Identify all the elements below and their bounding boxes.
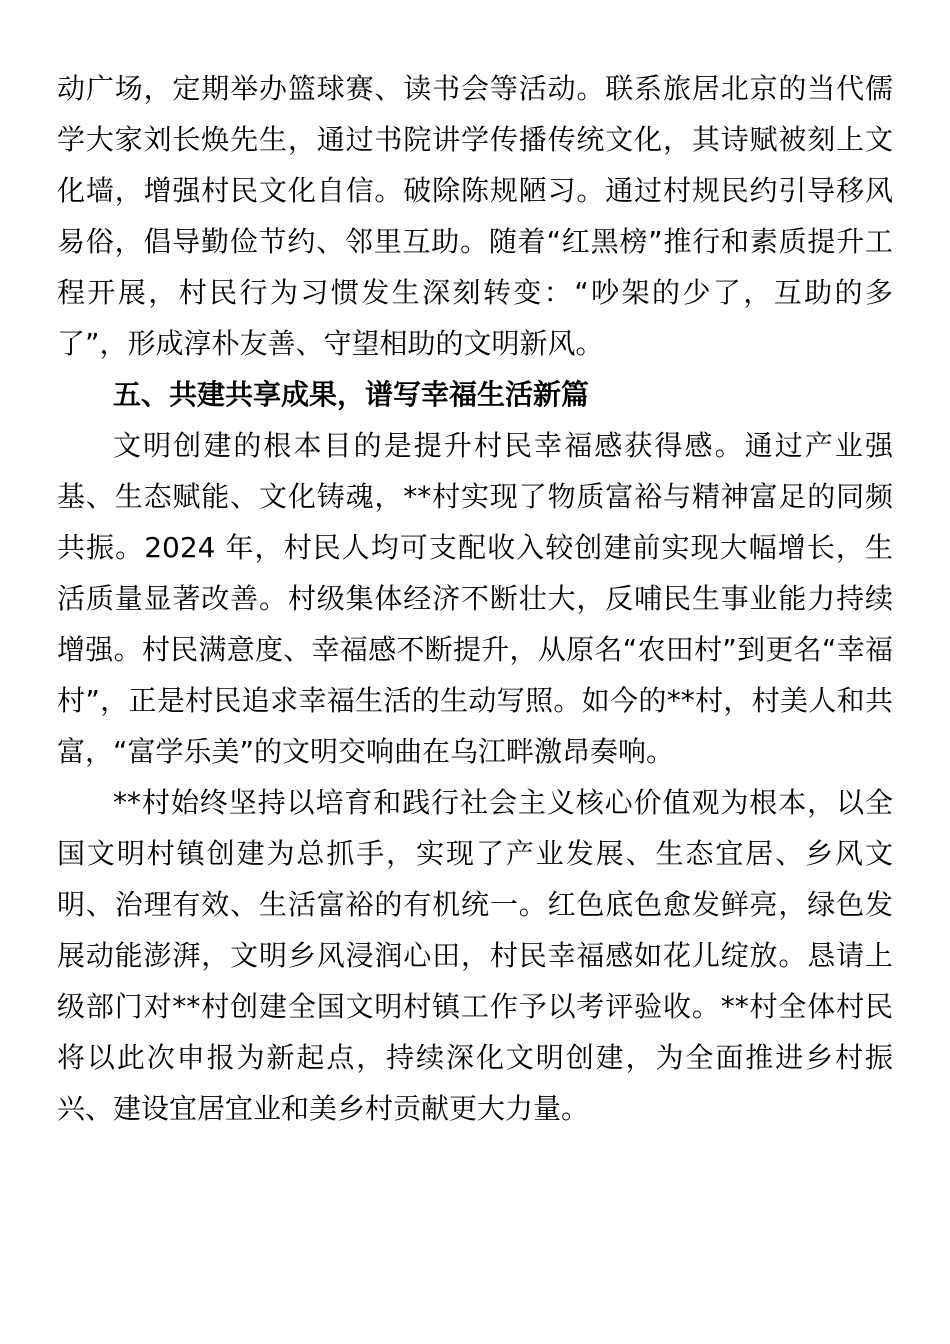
- section-heading: 五、共建共享成果，谱写幸福生活新篇: [113, 378, 590, 411]
- paragraph: 动广场，定期举办篮球赛、读书会等活动。联系旅居北京的当代儒学大家刘长焕先生，通过书院讲学传播传统文化，其诗赋被刻上文化墙，增强村民文化自信。破除陈规陋习。通过村规民约引导移风易俗，倡导勤俭节约、邻里互助。随着“红黑榜”推行和素质提升工程开展，村民行为习惯发生深刻转变：“吵架的少了，互助的多了”，形成淳朴友善、守望相助的文明新风。: [57, 72, 893, 360]
- paragraph: 文明创建的根本目的是提升村民幸福感获得感。通过产业强基、生态赋能、文化铸魂，**村实现了物质富裕与精神富足的同频共振。2024 年，村民人均可支配收入较创建前实现大幅增长，生活质量显著改善。村级集体经济不断壮大，反哺民生事业能力持续增强。村民满意度、幸福感不断提升，从原名“农田村”到更名“幸福村”，正是村民追求幸福生活的生动写照。如今的**村，村美人和共富，“富学乐美”的文明交响曲在乌江畔激昂奏响。: [57, 429, 893, 768]
- paragraph: **村始终坚持以培育和践行社会主义核心价值观为根本，以全国文明村镇创建为总抓手，实现了产业发展、生态宜居、乡风文明、治理有效、生活富裕的有机统一。红色底色愈发鲜亮，绿色发展动能澎湃，文明乡风浸润心田，村民幸福感如花儿绽放。恳请上级部门对**村创建全国文明村镇工作予以考评验收。**村全体村民将以此次申报为新起点，持续深化文明创建，为全面推进乡村振兴、建设宜居宜业和美乡村贡献更大力量。: [57, 786, 893, 1125]
